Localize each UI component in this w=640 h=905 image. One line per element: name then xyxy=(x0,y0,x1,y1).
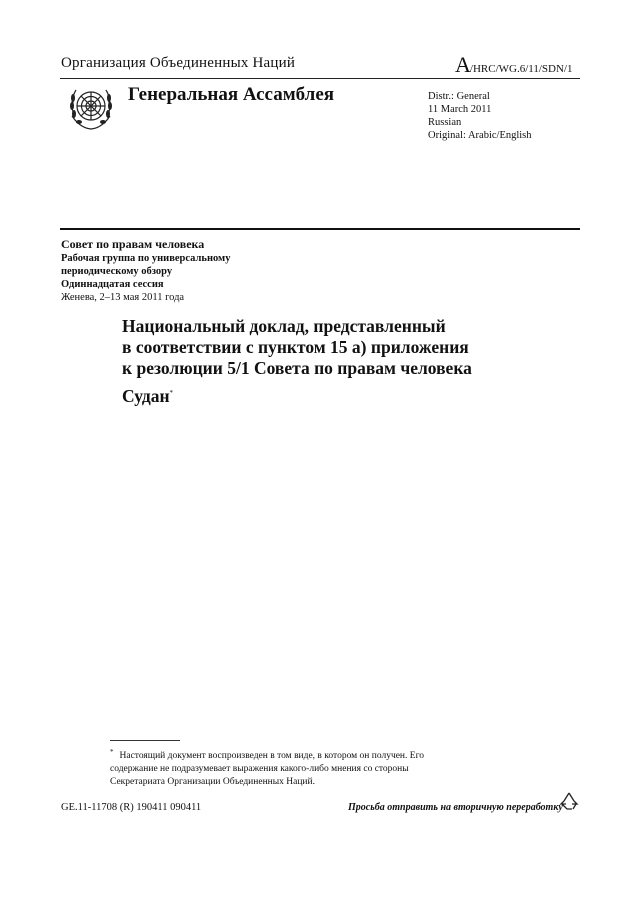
title-line: в соответствии с пунктом 15 а) приложения xyxy=(122,337,469,357)
meeting-info xyxy=(61,238,230,304)
council-name: Совет по правам человека xyxy=(61,237,205,251)
recycle-icon xyxy=(558,790,580,812)
title-line: к резолюции 5/1 Совета по правам человека xyxy=(122,358,472,378)
working-group-line: Рабочая группа по универсальному xyxy=(61,253,231,264)
footnote xyxy=(110,746,480,789)
footnote-line: Настоящий документ воспроизведен в том виде, в котором он получен. Его xyxy=(119,751,424,762)
footnote-line: Секретариата Организации Объединенных Наций. xyxy=(110,777,315,788)
country-label: Судан xyxy=(122,386,170,406)
working-group-line: периодическому обзору xyxy=(61,266,173,277)
organization-name: Организация Объединенных Наций xyxy=(61,55,296,71)
title-line: Национальный доклад, представленный xyxy=(122,316,446,336)
session-name: Одиннадцатая сессия xyxy=(61,279,164,290)
footnote-line: содержание не подразумевает выражения какого-либо мнения со стороны xyxy=(110,764,409,775)
original-language-line: Original: Arabic/English xyxy=(428,130,532,141)
assembly-name: Генеральная Ассамблея xyxy=(128,84,335,105)
footnote-rule xyxy=(110,740,180,741)
footnote-ref: * xyxy=(169,389,174,398)
footnote-marker: * xyxy=(110,748,114,756)
symbol-rest: /HRC/WG.6/11/SDN/1 xyxy=(469,63,573,75)
symbol-prefix: A xyxy=(455,52,470,77)
job-number: GE.11-11708 (R) 190411 090411 xyxy=(61,802,202,813)
language-line: Russian xyxy=(428,117,462,128)
report-title xyxy=(122,316,472,379)
country-name xyxy=(122,386,173,407)
document-symbol xyxy=(455,52,572,78)
header-rule xyxy=(60,78,580,79)
un-emblem-icon xyxy=(64,82,118,134)
distribution-line: Distr.: General xyxy=(428,91,490,102)
section-rule xyxy=(60,228,580,230)
recycle-text: Просьба отправить на вторичную переработку xyxy=(348,802,563,813)
distribution-block xyxy=(428,90,532,142)
date-line: 11 March 2011 xyxy=(428,104,492,115)
place-dates: Женева, 2–13 мая 2011 года xyxy=(61,292,185,303)
